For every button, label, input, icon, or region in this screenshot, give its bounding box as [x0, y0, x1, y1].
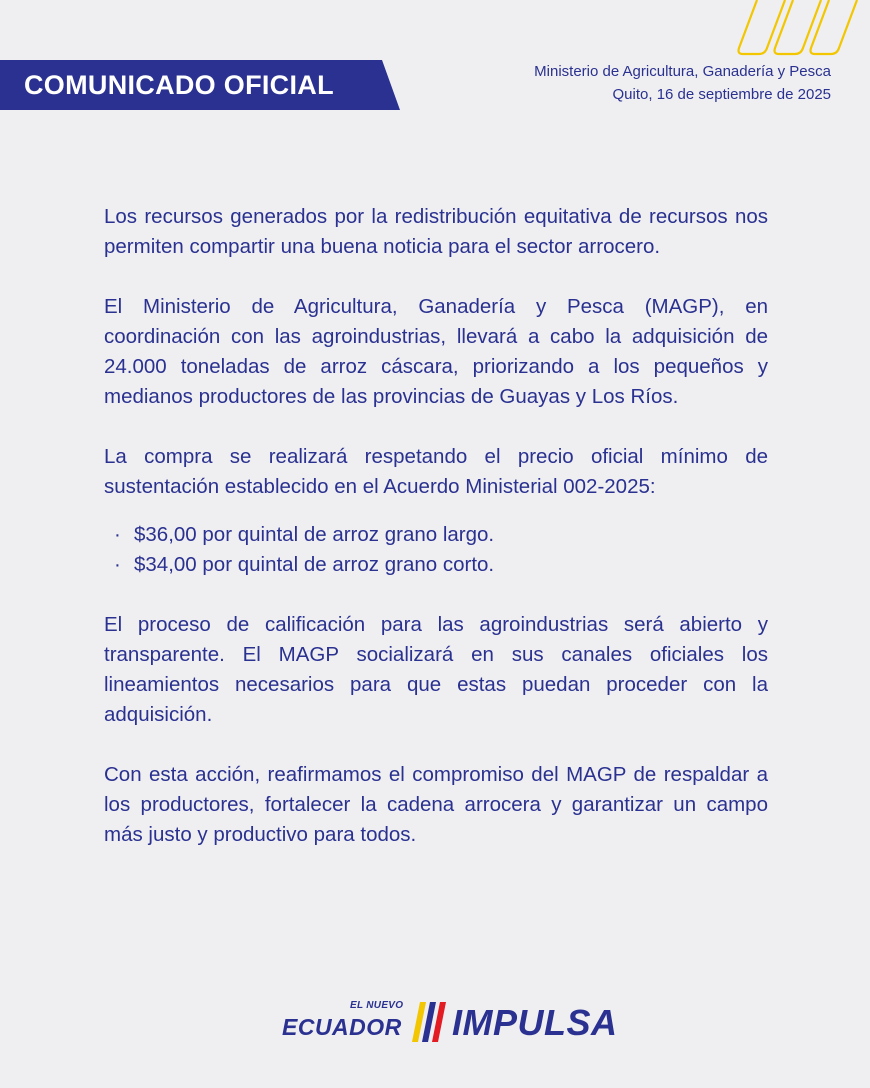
- paragraph-process: El proceso de calificación para las agroindustrias será abierto y transparente. El MAGP socializará en sus canales oficiales los lineamientos necesarios para que estas puedan proceder con la adquisición.: [104, 613, 768, 726]
- logo-ecuador-text: ECUADOR: [282, 1014, 402, 1040]
- decorative-arcs-graphic: [735, 0, 860, 58]
- bullet-marker: ·: [114, 523, 121, 546]
- paragraph-closing: Con esta acción, reafirmamos el compromiso del MAGP de respaldar a los productores, fortalecer la cadena arrocera y garantizar un campo más justo y productivo para todos.: [104, 763, 768, 846]
- price-list: [104, 520, 768, 580]
- ministry-name: Ministerio de Agricultura, Ganadería y Pesca: [534, 63, 831, 80]
- flag-stripes-icon: [410, 1002, 452, 1042]
- statement-body: [104, 202, 768, 880]
- comunicado-banner: [0, 60, 400, 110]
- el-nuevo-ecuador-impulsa-logo: [282, 996, 618, 1056]
- bullet-marker: ·: [114, 553, 121, 576]
- header-info: [534, 60, 831, 106]
- paragraph-intro: Los recursos generados por la redistribución equitativa de recursos nos permiten compartir una buena noticia para el sector arrocero.: [104, 205, 768, 258]
- price-item-short-grain: · $34,00 por quintal de arroz grano corto.: [104, 550, 768, 580]
- price-item-long-grain: · $36,00 por quintal de arroz grano largo.: [104, 520, 768, 550]
- paragraph-acquisition: El Ministerio de Agricultura, Ganadería y Pesca (MAGP), en coordinación con las agroindustrias, llevará a cabo la adquisición de 24.000 toneladas de arroz cáscara, priorizando a los pequeños y medianos productores de las provincias de Guayas y Los Ríos.: [104, 295, 768, 408]
- logo-small-text: EL NUEVO: [350, 1000, 404, 1011]
- paragraph-purchase: La compra se realizará respetando el precio oficial mínimo de sustentación establecido en el Acuerdo Ministerial 002-2025:: [104, 445, 768, 498]
- place-date: Quito, 16 de septiembre de 2025: [612, 86, 831, 103]
- banner-title: COMUNICADO OFICIAL: [24, 70, 334, 100]
- logo-impulsa-text: IMPULSA: [452, 1002, 618, 1043]
